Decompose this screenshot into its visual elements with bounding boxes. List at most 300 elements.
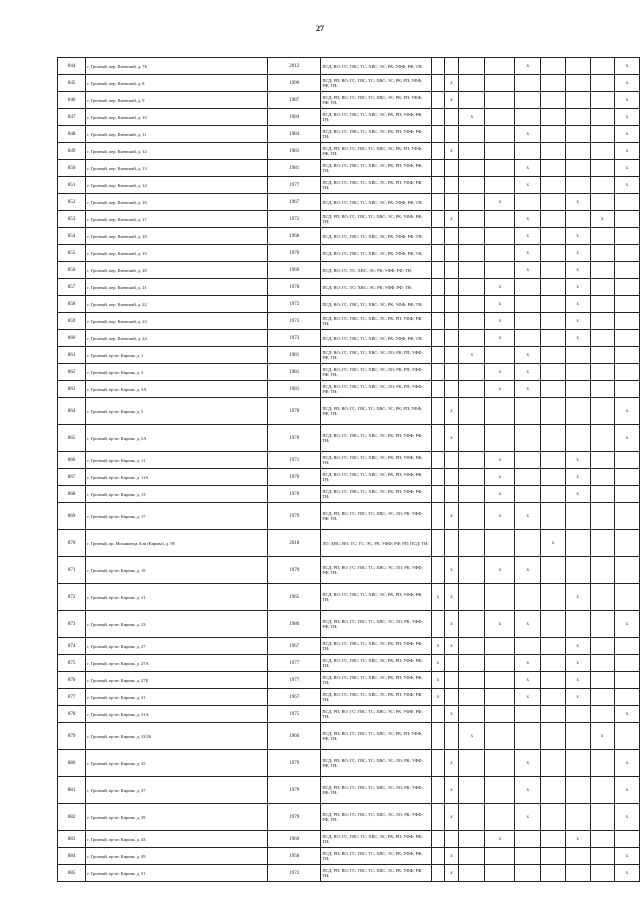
year-cell: 1966 — [268, 723, 321, 750]
mark-cell: x — [444, 92, 459, 109]
mark-cell — [485, 211, 515, 228]
mark-cell — [614, 228, 639, 245]
mark-cell — [432, 865, 445, 882]
mark-cell — [541, 245, 565, 262]
mark-cell: x — [614, 58, 639, 75]
mark-cell — [614, 347, 639, 364]
mark-cell — [515, 279, 541, 296]
address-cell: г. Грозный, пер. Киевский, д. 8 — [86, 75, 268, 92]
address-cell: г. Грозный, пр-кт. Кирова, д. 39 — [86, 804, 268, 831]
year-cell: 1967 — [268, 638, 321, 655]
mark-cell — [485, 347, 515, 364]
mark-cell — [444, 160, 459, 177]
mark-cell — [565, 530, 590, 557]
mark-cell — [444, 109, 459, 126]
row-number: 871 — [58, 557, 86, 584]
mark-cell — [614, 364, 639, 381]
mark-cell — [432, 58, 445, 75]
mark-cell — [485, 245, 515, 262]
mark-cell — [515, 831, 541, 848]
year-cell: 1972 — [268, 865, 321, 882]
mark-cell — [459, 831, 485, 848]
mark-cell: x — [485, 279, 515, 296]
mark-cell: x — [565, 245, 590, 262]
table-row — [58, 689, 640, 706]
mark-cell — [444, 313, 459, 330]
mark-cell — [485, 689, 515, 706]
mark-cell — [541, 611, 565, 638]
row-number: 845 — [58, 75, 86, 92]
services-cell: ПСД; ВО; ГС; ГВС; ТС; ХВС; ЭС; РК; РП; УФФ; РФ; ТН; — [321, 160, 432, 177]
mark-cell — [432, 75, 445, 92]
mark-cell — [485, 109, 515, 126]
mark-cell — [614, 638, 639, 655]
mark-cell — [485, 126, 515, 143]
mark-cell: x — [515, 245, 541, 262]
table-row — [58, 804, 640, 831]
row-number: 883 — [58, 831, 86, 848]
mark-cell — [444, 655, 459, 672]
services-cell: ПСД; РП; ВО; ГС; ГВС; ТС; ХВС; ЭС; РК; РП; УФФ; РФ; ТН; — [321, 143, 432, 160]
mark-cell: x — [485, 486, 515, 503]
mark-cell — [459, 804, 485, 831]
mark-cell — [541, 848, 565, 865]
mark-cell — [444, 689, 459, 706]
mark-cell — [432, 347, 445, 364]
mark-cell — [565, 398, 590, 425]
mark-cell — [485, 398, 515, 425]
address-cell: г. Грозный, пер. Киевский, д. 21 — [86, 279, 268, 296]
mark-cell: x — [614, 398, 639, 425]
services-cell: ПСД; ВО; ГС; ГВС; ТС; ХВС; ЭС; РК; РП; УФФ; РФ; ТН; — [321, 638, 432, 655]
mark-cell — [541, 723, 565, 750]
mark-cell — [541, 503, 565, 530]
address-cell: г. Грозный, пр-кт. Кирова, д. 31А — [86, 706, 268, 723]
services-cell: ПСД; ВО; ГС; ГВС; ТС; ХВС; ЭС; ЛО; РК; РП; УФФ; РФ; ТН; — [321, 364, 432, 381]
row-number: 866 — [58, 452, 86, 469]
mark-cell — [590, 228, 614, 245]
mark-cell — [432, 364, 445, 381]
year-cell: 1973 — [268, 330, 321, 347]
address-cell: г. Грозный, пер. Киевский, д. 9 — [86, 92, 268, 109]
mark-cell — [444, 364, 459, 381]
row-number: 850 — [58, 160, 86, 177]
mark-cell — [541, 486, 565, 503]
table-row — [58, 723, 640, 750]
mark-cell — [459, 143, 485, 160]
mark-cell — [590, 865, 614, 882]
services-cell: ПСД; ВО; ГС; ГВС; ТС; ХВС; ЭС; РК; УФФ; РФ; ТН; — [321, 194, 432, 211]
address-cell: г. Грозный, пр-кт. Кирова, д. 19 — [86, 557, 268, 584]
mark-cell — [444, 330, 459, 347]
mark-cell — [590, 381, 614, 398]
mark-cell: x — [565, 831, 590, 848]
mark-cell — [459, 848, 485, 865]
mark-cell — [459, 452, 485, 469]
mark-cell — [459, 58, 485, 75]
mark-cell: x — [590, 723, 614, 750]
mark-cell — [590, 777, 614, 804]
address-cell: г. Грозный, пр-кт. Кирова, д. 51 — [86, 865, 268, 882]
mark-cell — [515, 109, 541, 126]
table-row — [58, 469, 640, 486]
row-number: 860 — [58, 330, 86, 347]
mark-cell — [432, 557, 445, 584]
mark-cell — [541, 347, 565, 364]
mark-cell — [515, 452, 541, 469]
mark-cell — [459, 750, 485, 777]
mark-cell — [614, 313, 639, 330]
mark-cell — [485, 143, 515, 160]
mark-cell — [432, 777, 445, 804]
mark-cell — [432, 109, 445, 126]
mark-cell: x — [515, 557, 541, 584]
mark-cell — [614, 194, 639, 211]
mark-cell — [590, 503, 614, 530]
year-cell: 1972 — [268, 211, 321, 228]
mark-cell — [432, 228, 445, 245]
mark-cell — [541, 143, 565, 160]
row-number: 876 — [58, 672, 86, 689]
mark-cell — [485, 530, 515, 557]
row-number: 858 — [58, 296, 86, 313]
mark-cell — [614, 381, 639, 398]
mark-cell — [614, 689, 639, 706]
row-number: 865 — [58, 425, 86, 452]
mark-cell — [541, 296, 565, 313]
mark-cell: x — [485, 611, 515, 638]
row-number: 875 — [58, 655, 86, 672]
mark-cell — [432, 126, 445, 143]
services-cell: ПСД; ВО; ГС; ГВС; ТС; ХВС; ЭС; РК; РП; УФФ; РФ; ТН; — [321, 672, 432, 689]
address-cell: г. Грозный, пер. Киевский, д. 22 — [86, 296, 268, 313]
mark-cell — [590, 262, 614, 279]
address-cell: г. Грозный, пер. Киевский, д. 12 — [86, 143, 268, 160]
mark-cell — [459, 228, 485, 245]
mark-cell: x — [459, 723, 485, 750]
mark-cell — [432, 177, 445, 194]
mark-cell — [590, 831, 614, 848]
year-cell: 1979 — [268, 503, 321, 530]
mark-cell: x — [614, 143, 639, 160]
mark-cell — [541, 804, 565, 831]
mark-cell: x — [565, 296, 590, 313]
mark-cell — [590, 655, 614, 672]
mark-cell — [614, 211, 639, 228]
mark-cell — [515, 584, 541, 611]
mark-cell — [459, 611, 485, 638]
services-cell: ПСД; РП; ВО; ГС; ГВС; ТС; ХВС; ЭС; ЛО; РК; УФФ; РФ; ТН; — [321, 611, 432, 638]
mark-cell: x — [444, 750, 459, 777]
year-cell: 1979 — [268, 804, 321, 831]
mark-cell — [459, 75, 485, 92]
services-cell: ПСД; РП; ВО; ГС; ГВС; ТС; ХВС; ЭС; РК; РП; УФФ; РФ; ТН; — [321, 398, 432, 425]
mark-cell: x — [614, 425, 639, 452]
mark-cell — [515, 296, 541, 313]
mark-cell: x — [565, 469, 590, 486]
mark-cell: x — [444, 638, 459, 655]
mark-cell — [515, 865, 541, 882]
mark-cell — [432, 750, 445, 777]
services-cell: ПСД; РП; ВО; ГС; ГВС; ТС; ХВС; ЭС; РК; УФФ; РФ; ТН; — [321, 848, 432, 865]
table-row — [58, 126, 640, 143]
mark-cell: x — [565, 262, 590, 279]
year-cell: 1975 — [268, 706, 321, 723]
mark-cell — [590, 750, 614, 777]
mark-cell: x — [515, 58, 541, 75]
mark-cell — [565, 211, 590, 228]
row-number: 867 — [58, 469, 86, 486]
mark-cell: x — [459, 347, 485, 364]
mark-cell: x — [614, 611, 639, 638]
services-cell: ПСД; ВО; ГС; ГВС; ТС; ХВС; ЭС; РК; УФФ; РФ; ТН; — [321, 296, 432, 313]
mark-cell — [565, 865, 590, 882]
row-number: 879 — [58, 723, 86, 750]
mark-cell — [459, 398, 485, 425]
mark-cell — [444, 279, 459, 296]
services-cell: ПСД; РП; ВО; ГС; ГВС; ТС; ХВС; ЭС; РК; УФФ; РФ; ТН; — [321, 865, 432, 882]
row-number: 863 — [58, 381, 86, 398]
year-cell: 1970 — [268, 245, 321, 262]
mark-cell — [590, 109, 614, 126]
mark-cell: x — [444, 398, 459, 425]
mark-cell: x — [432, 655, 445, 672]
mark-cell — [590, 804, 614, 831]
year-cell: 2012 — [268, 58, 321, 75]
mark-cell — [614, 262, 639, 279]
mark-cell — [614, 584, 639, 611]
year-cell: 1981 — [268, 347, 321, 364]
table-row — [58, 109, 640, 126]
mark-cell: x — [444, 804, 459, 831]
mark-cell — [590, 160, 614, 177]
table-row — [58, 347, 640, 364]
mark-cell — [614, 672, 639, 689]
address-cell: г. Грозный, пер. Киевский, д. 17 — [86, 211, 268, 228]
mark-cell — [614, 530, 639, 557]
mark-cell: x — [515, 160, 541, 177]
address-cell: г. Грозный, пр-кт. Кирова, д. 23 — [86, 611, 268, 638]
mark-cell — [515, 425, 541, 452]
mark-cell: x — [515, 750, 541, 777]
mark-cell: x — [485, 194, 515, 211]
row-number: 861 — [58, 347, 86, 364]
mark-cell — [515, 723, 541, 750]
mark-cell — [541, 109, 565, 126]
services-cell: ПСД; ВО; ГС; ГВС; ТС; ХВС; ЭС; ЛО; РК; РП; УФФ; РФ; ТН; — [321, 347, 432, 364]
table-row — [58, 831, 640, 848]
address-cell: г. Грозный, пер. Киевский, д. 24 — [86, 330, 268, 347]
services-cell: ПСД; ВО; ГС; ГВС; ТС; ХВС; ЭС; РК; РП; УФФ; РФ; ТН; — [321, 689, 432, 706]
mark-cell: x — [444, 706, 459, 723]
table-row — [58, 194, 640, 211]
mark-cell — [565, 804, 590, 831]
mark-cell: x — [590, 211, 614, 228]
address-cell: г. Грозный, пр. Мохаммеда Али (Кирова), д. 98 — [86, 530, 268, 557]
mark-cell — [541, 584, 565, 611]
table-row — [58, 750, 640, 777]
mark-cell: x — [614, 848, 639, 865]
mark-cell — [590, 452, 614, 469]
mark-cell: x — [444, 865, 459, 882]
mark-cell: x — [444, 584, 459, 611]
services-cell: ПСД; РП; ВО; ГС; ГВС; ТС; ХВС; ЭС; ЛО; РК; УФФ; РФ; ТН; — [321, 503, 432, 530]
services-cell: ПСД; ВО; ГС; ГВС; ТС; ХВС; ЭС; РК; РП; УФФ; РФ; ТН; — [321, 313, 432, 330]
services-cell: ПСД; ВО; ГС; ГВС; ТС; ХВС; ЭС; РК; РП; УФФ; РФ; ТН; — [321, 486, 432, 503]
address-cell: г. Грозный, пр-кт. Кирова, д. 3А — [86, 381, 268, 398]
mark-cell: x — [565, 584, 590, 611]
mark-cell — [485, 92, 515, 109]
mark-cell: x — [565, 313, 590, 330]
mark-cell — [614, 469, 639, 486]
mark-cell — [565, 557, 590, 584]
mark-cell: x — [565, 486, 590, 503]
row-number: 848 — [58, 126, 86, 143]
mark-cell: x — [485, 313, 515, 330]
mark-cell — [590, 279, 614, 296]
mark-cell — [590, 92, 614, 109]
mark-cell: x — [485, 469, 515, 486]
mark-cell: x — [515, 689, 541, 706]
table-row — [58, 381, 640, 398]
mark-cell: x — [432, 689, 445, 706]
table-row — [58, 777, 640, 804]
services-cell: ПСД; ВО; ГС; ТС; ХВС; ЭС; РК; УФФ; РФ; ТН; — [321, 279, 432, 296]
year-cell: 1981 — [268, 381, 321, 398]
mark-cell — [541, 194, 565, 211]
mark-cell — [432, 398, 445, 425]
mark-cell — [590, 848, 614, 865]
mark-cell — [459, 330, 485, 347]
mark-cell — [485, 848, 515, 865]
address-cell: г. Грозный, пр-кт. Кирова, д. 5А — [86, 425, 268, 452]
table-row — [58, 279, 640, 296]
table-row — [58, 865, 640, 882]
mark-cell — [432, 262, 445, 279]
mark-cell — [541, 750, 565, 777]
mark-cell: x — [485, 503, 515, 530]
mark-cell — [459, 194, 485, 211]
mark-cell: x — [614, 777, 639, 804]
mark-cell — [459, 245, 485, 262]
services-cell: ПСД; ВО; ГС; ГВС; ТС; ХВС; ЭС; РК; РП; УФФ; РФ; ТН; — [321, 831, 432, 848]
mark-cell — [459, 689, 485, 706]
mark-cell: x — [541, 530, 565, 557]
mark-cell — [541, 865, 565, 882]
table-row — [58, 672, 640, 689]
mark-cell: x — [485, 330, 515, 347]
mark-cell: x — [614, 109, 639, 126]
mark-cell: x — [565, 638, 590, 655]
table-row — [58, 611, 640, 638]
mark-cell — [485, 425, 515, 452]
mark-cell — [565, 160, 590, 177]
year-cell: 1979 — [268, 557, 321, 584]
mark-cell — [614, 296, 639, 313]
row-number: 884 — [58, 848, 86, 865]
mark-cell — [541, 279, 565, 296]
mark-cell: x — [614, 750, 639, 777]
table-row — [58, 58, 640, 75]
mark-cell — [444, 262, 459, 279]
mark-cell: x — [515, 347, 541, 364]
row-number: 851 — [58, 177, 86, 194]
services-cell: ПСД; ВО; ГС; ГВС; ТС; ХВС; ЭС; РК; РП; УФФ; РФ; ТН; — [321, 452, 432, 469]
mark-cell — [444, 486, 459, 503]
mark-cell — [515, 92, 541, 109]
mark-cell: x — [515, 211, 541, 228]
mark-cell — [565, 723, 590, 750]
table-row — [58, 848, 640, 865]
mark-cell — [565, 58, 590, 75]
mark-cell — [541, 655, 565, 672]
mark-cell — [459, 584, 485, 611]
services-cell: ПСД; РП; ВО; ГС; ГВС; ТС; ХВС; ЭС; РК; РП; УФФ; РФ; ТН; — [321, 75, 432, 92]
address-cell: г. Грозный, пер. Киевский, д. 14 — [86, 177, 268, 194]
address-cell: г. Грозный, пер. Киевский, д. 11 — [86, 126, 268, 143]
mark-cell: x — [444, 75, 459, 92]
address-cell: г. Грозный, пер. Киевский, д. 13 — [86, 160, 268, 177]
mark-cell — [432, 381, 445, 398]
mark-cell — [565, 777, 590, 804]
table-row — [58, 160, 640, 177]
mark-cell — [444, 58, 459, 75]
mark-cell — [590, 469, 614, 486]
mark-cell — [432, 503, 445, 530]
year-cell: 1970 — [268, 279, 321, 296]
table-row — [58, 638, 640, 655]
mark-cell — [614, 723, 639, 750]
mark-cell — [590, 313, 614, 330]
mark-cell — [590, 530, 614, 557]
row-number: 874 — [58, 638, 86, 655]
mark-cell — [432, 245, 445, 262]
services-cell: ПСД; РП; ВО; ГС; ГВС; ТС; ХВС; ЭС; РК; РП; УФФ; РФ; ТН; — [321, 723, 432, 750]
mark-cell — [459, 211, 485, 228]
mark-cell — [590, 75, 614, 92]
address-cell: г. Грозный, пер. Киевский, д. 23 — [86, 313, 268, 330]
table-row — [58, 398, 640, 425]
row-number: 862 — [58, 364, 86, 381]
mark-cell — [541, 672, 565, 689]
address-cell: г. Грозный, пр-кт. Кирова, д. 33/26 — [86, 723, 268, 750]
table-row — [58, 262, 640, 279]
mark-cell: x — [432, 638, 445, 655]
mark-cell: x — [444, 557, 459, 584]
row-number: 859 — [58, 313, 86, 330]
mark-cell — [614, 503, 639, 530]
mark-cell — [485, 177, 515, 194]
mark-cell — [515, 398, 541, 425]
mark-cell — [432, 160, 445, 177]
table-row — [58, 584, 640, 611]
services-cell: ПСД; ВО; ГС; ГВС; ТС; ХВС; ЭС; РК; РП; УФФ; РФ; ТН; — [321, 177, 432, 194]
mark-cell — [432, 530, 445, 557]
mark-cell — [590, 706, 614, 723]
row-number: 878 — [58, 706, 86, 723]
mark-cell — [565, 364, 590, 381]
mark-cell — [459, 638, 485, 655]
mark-cell — [485, 804, 515, 831]
mark-cell — [459, 126, 485, 143]
mark-cell — [485, 160, 515, 177]
address-cell: г. Грозный, пр-кт. Кирова, д. 27 — [86, 638, 268, 655]
mark-cell — [565, 143, 590, 160]
address-cell: г. Грозный, пер. Киевский, д. 20 — [86, 262, 268, 279]
address-cell: г. Грозный, пер. Киевский, д. 19 — [86, 245, 268, 262]
mark-cell: x — [614, 126, 639, 143]
address-cell: г. Грозный, пр-кт. Кирова, д. 13 — [86, 486, 268, 503]
